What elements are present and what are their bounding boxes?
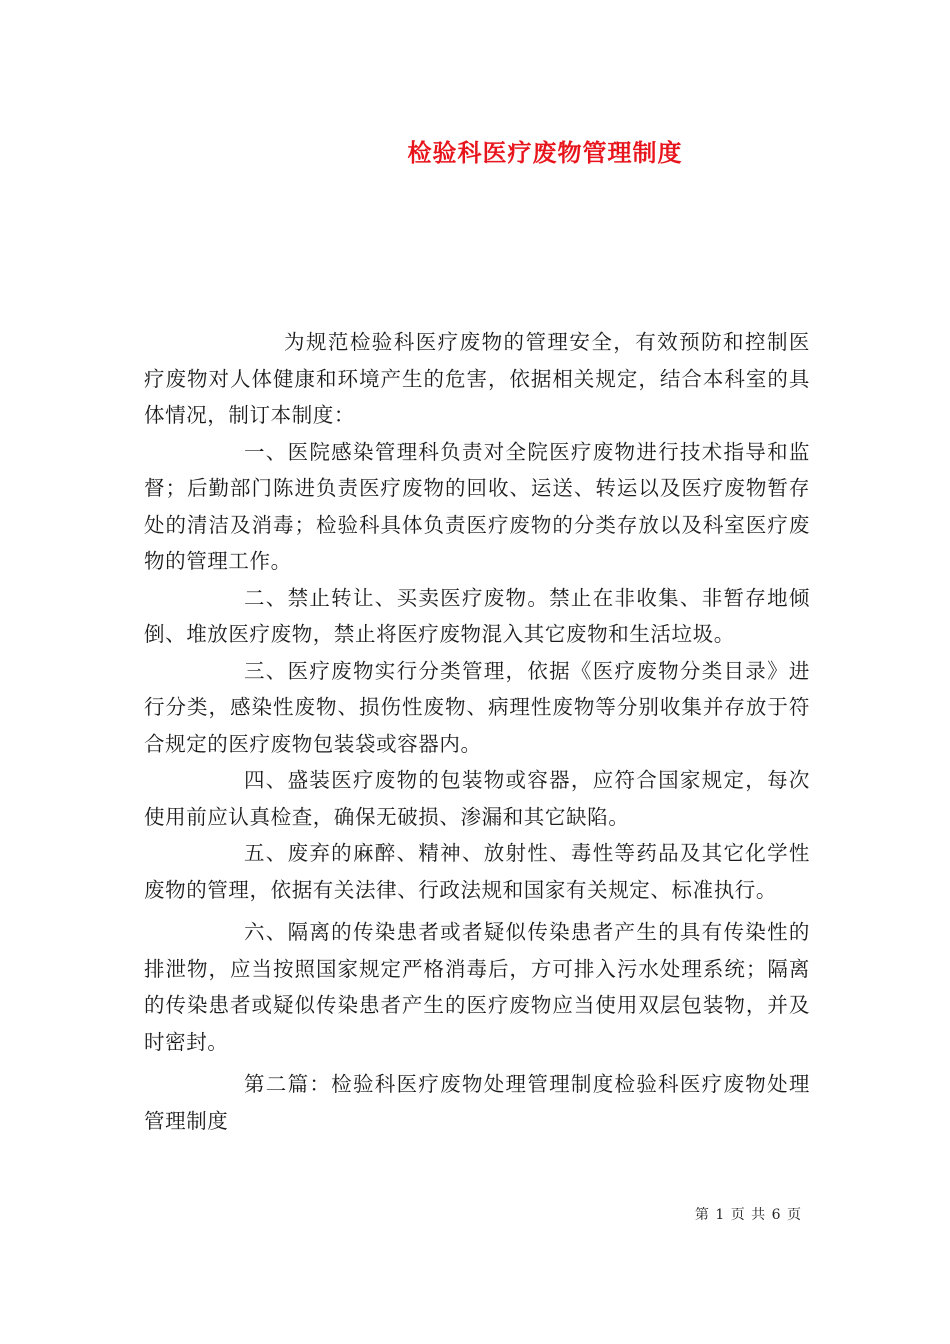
clause-5-paragraph: 五、废弃的麻醉、精神、放射性、毒性等药品及其它化学性废物的管理，依据有关法律、行政法规和国家有关规定、标准执行。 — [144, 841, 810, 902]
clause-1-paragraph: 一、医院感染管理科负责对全院医疗废物进行技术指导和监督；后勤部门陈进负责医疗废物的回收、运送、转运以及医疗废物暂存处的清洁及消毒；检验科具体负责医疗废物的分类存放以及科室医疗废物的管理工作。 — [144, 439, 810, 573]
page-number-footer: 第 1 页 共 6 页 — [694, 1207, 802, 1223]
clause-4-paragraph: 四、盛装医疗废物的包装物或容器，应符合国家规定，每次使用前应认真检查，确保无破损、渗漏和其它缺陷。 — [144, 768, 810, 829]
clause-3-paragraph: 三、医疗废物实行分类管理，依据《医疗废物分类目录》进行分类，感染性废物、损伤性废物、病理性废物等分别收集并存放于符合规定的医疗废物包装袋或容器内。 — [144, 658, 810, 756]
clause-6-paragraph: 六、隔离的传染患者或者疑似传染患者产生的具有传染性的排泄物，应当按照国家规定严格消毒后，方可排入污水处理系统；隔离的传染患者或疑似传染患者产生的医疗废物应当使用双层包装物，并及时密封。 — [144, 920, 810, 1054]
second-article-heading: 第二篇：检验科医疗废物处理管理制度检验科医疗废物处理管理制度 — [144, 1072, 810, 1133]
clause-2-paragraph: 二、禁止转让、买卖医疗废物。禁止在非收集、非暂存地倾倒、堆放医疗废物，禁止将医疗废物混入其它废物和生活垃圾。 — [144, 585, 810, 646]
document-body — [144, 324, 810, 1139]
page-title: 检验科医疗废物管理制度 — [407, 138, 683, 167]
intro-paragraph: 为规范检验科医疗废物的管理安全，有效预防和控制医疗废物对人体健康和环境产生的危害，依据相关规定，结合本科室的具体情况，制订本制度： — [144, 330, 810, 427]
